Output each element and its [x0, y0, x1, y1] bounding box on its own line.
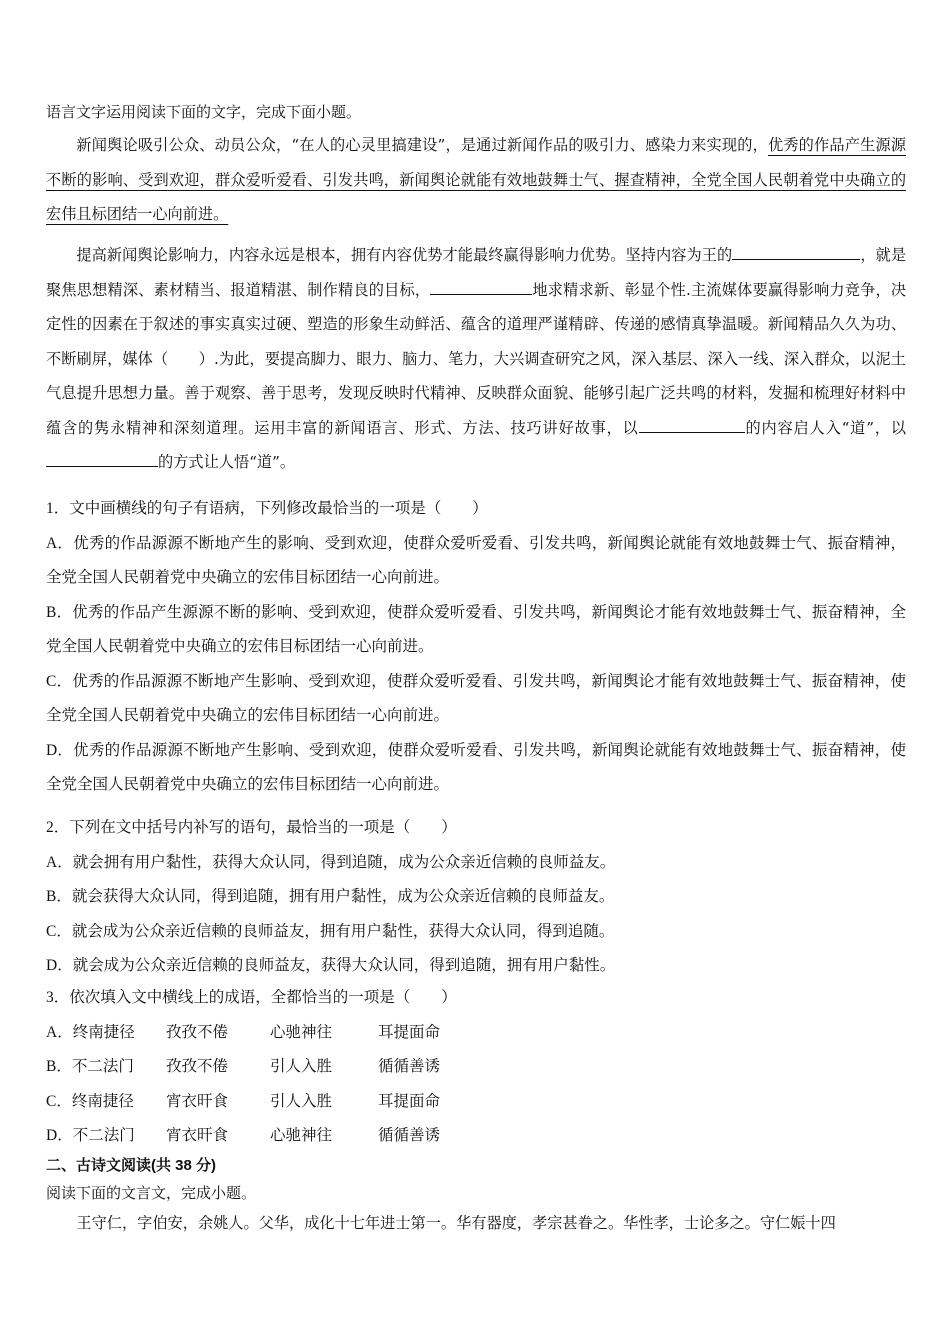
fill-blank-4 [46, 451, 158, 467]
idiom-2: 宵衣旰食 [166, 1127, 229, 1144]
option-a[interactable] [46, 1016, 906, 1051]
idiom-2: 宵衣旰食 [166, 1092, 229, 1110]
question-stem: 2．下列在文中括号内补写的语句，最恰当的一项是（ ） [46, 819, 457, 836]
option-a[interactable]: A．就会拥有用户黏性，获得大众认同，得到追随，成为公众亲近信赖的良师益友。 [46, 853, 616, 871]
classical-passage: 王守仁，字伯安，余姚人。父华，成化十七年进士第一。华有器度，孝宗甚眷之。华性孝，士论多之。守仁娠十四 [76, 1214, 836, 1232]
question-3 [46, 981, 906, 1154]
section-2-instruction: 阅读下面的文言文，完成小题。 [46, 1184, 257, 1202]
idiom-3: 心驰神往 [270, 1127, 333, 1144]
underlined-sentence: 优秀的作品产生源源不断的影响、受到欢迎，群众爱听爱看、引发共鸣，新闻舆论就能有效地鼓舞士气、握查精神，全党全国人民朝着党中央确立的宏伟且标团结一心向前进。 [46, 136, 907, 223]
passage-text: 的内容启人入“道”，以 [744, 418, 907, 437]
option-c[interactable] [46, 1085, 906, 1120]
idiom-1: B．不二法门 [46, 1058, 134, 1075]
fill-blank-1-continued [848, 244, 860, 260]
idiom-4: 循循善诱 [378, 1058, 441, 1075]
idiom-1: A．终南捷径 [46, 1023, 135, 1041]
passage-text: 地求精求新、彰显个性.主流媒体要赢得影响力竞争，决定性的因素在于叙述的事实真实过硬、塑造的形象生动鲜活、蕴含的道理严谨精辟、传递的感情真挚温暖。新闻精品久久为功、不断刷屏，媒体（ ）.为此，要提高脚力、眼力、脑力、笔力，大兴调查研究之风，深入基层、深入一线、深入群众，以泥土气息提升思想力量。善于观察、善于思考，发现反映时代精神、反映群众面貌、能够引起广泛共鸣的材料，发掘和梳理好材料中蕴含的隽永精神和深刻道理。运用丰富的新闻语言、形式、方法、技巧讲好故事，以 [46, 280, 907, 437]
option-b[interactable]: B．优秀的作品产生源源不断的影响、受到欢迎，使群众爱听爱看、引发共鸣，新闻舆论才能有效地鼓舞士气、振奋精神，全党全国人民朝着党中央确立的宏伟目标团结一心向前进。 [46, 603, 906, 655]
passage-paragraph-2 [46, 238, 906, 480]
question-stem: 3．依次填入文中横线上的成语，全都恰当的一项是（ ） [46, 989, 457, 1006]
idiom-4: 循循善诱 [378, 1127, 441, 1144]
option-d[interactable]: D．就会成为公众亲近信赖的良师益友，获得大众认同，得到追随，拥有用户黏性。 [46, 957, 616, 974]
option-c[interactable]: C．优秀的作品源源不断地产生影响、受到欢迎，使群众爱听爱看、引发共鸣，新闻舆论才能有效地鼓舞士气、振奋精神，使全党全国人民朝着党中央确立的宏伟目标团结一心向前进。 [46, 672, 906, 724]
fill-blank-2 [430, 278, 532, 294]
passage-text: 的方式让人悟“道”。 [158, 453, 296, 471]
section-instruction: 语言文字运用阅读下面的文字，完成下面小题。 [46, 103, 362, 121]
idiom-1: C．终南捷径 [46, 1092, 134, 1110]
option-b[interactable]: B．就会获得大众认同，得到追随，拥有用户黏性，成为公众亲近信赖的良师益友。 [46, 888, 615, 905]
question-stem: 1．文中画横线的句子有语病，下列修改最恰当的一项是（ ） [46, 500, 488, 517]
question-1 [46, 492, 906, 803]
option-d[interactable] [46, 1119, 906, 1154]
option-d[interactable]: D．优秀的作品源源不断地产生影响、受到欢迎，使群众爱听爱看、引发共鸣，新闻舆论就能有效地鼓舞士气、振奋精神，使全党全国人民朝着党中央确立的宏伟目标团结一心向前进。 [46, 741, 906, 793]
idiom-3: 心驰神往 [270, 1023, 333, 1041]
option-a[interactable]: A．优秀的作品源源不断地产生的影响、受到欢迎，使群众爱听爱看、引发共鸣，新闻舆论就能有效地鼓舞士气、振奋精神，全党全国人民朝着党中央确立的宏伟目标团结一心向前进。 [46, 534, 906, 586]
passage-text: ，就是聚焦思想精深、素材精当、报道精湛、制作精良的目标， [46, 246, 907, 299]
idiom-2: 孜孜不倦 [166, 1058, 229, 1075]
idiom-4: 耳提面命 [378, 1023, 441, 1041]
passage-paragraph-1 [46, 128, 906, 232]
section-2-title: 二、古诗文阅读(共 38 分) [46, 1157, 217, 1174]
idiom-1: D．不二法门 [46, 1127, 135, 1144]
option-b[interactable] [46, 1050, 906, 1085]
question-2 [46, 811, 906, 984]
passage-text: 提高新闻舆论影响力，内容永远是根本，拥有内容优势才能最终赢得影响力优势。坚持内容为王的 [76, 246, 733, 264]
idiom-3: 引人入胜 [270, 1092, 333, 1110]
fill-blank-1 [732, 244, 848, 260]
idiom-2: 孜孜不倦 [166, 1023, 229, 1041]
idiom-4: 耳提面命 [378, 1092, 441, 1110]
option-c[interactable]: C．就会成为公众亲近信赖的良师益友，拥有用户黏性，获得大众认同，得到追随。 [46, 922, 615, 940]
fill-blank-3 [639, 416, 745, 432]
passage-text: 新闻舆论吸引公众、动员公众，“在人的心灵里搞建设”，是通过新闻作品的吸引力、感染力来实现的， [76, 136, 768, 154]
idiom-3: 引人入胜 [270, 1058, 333, 1075]
